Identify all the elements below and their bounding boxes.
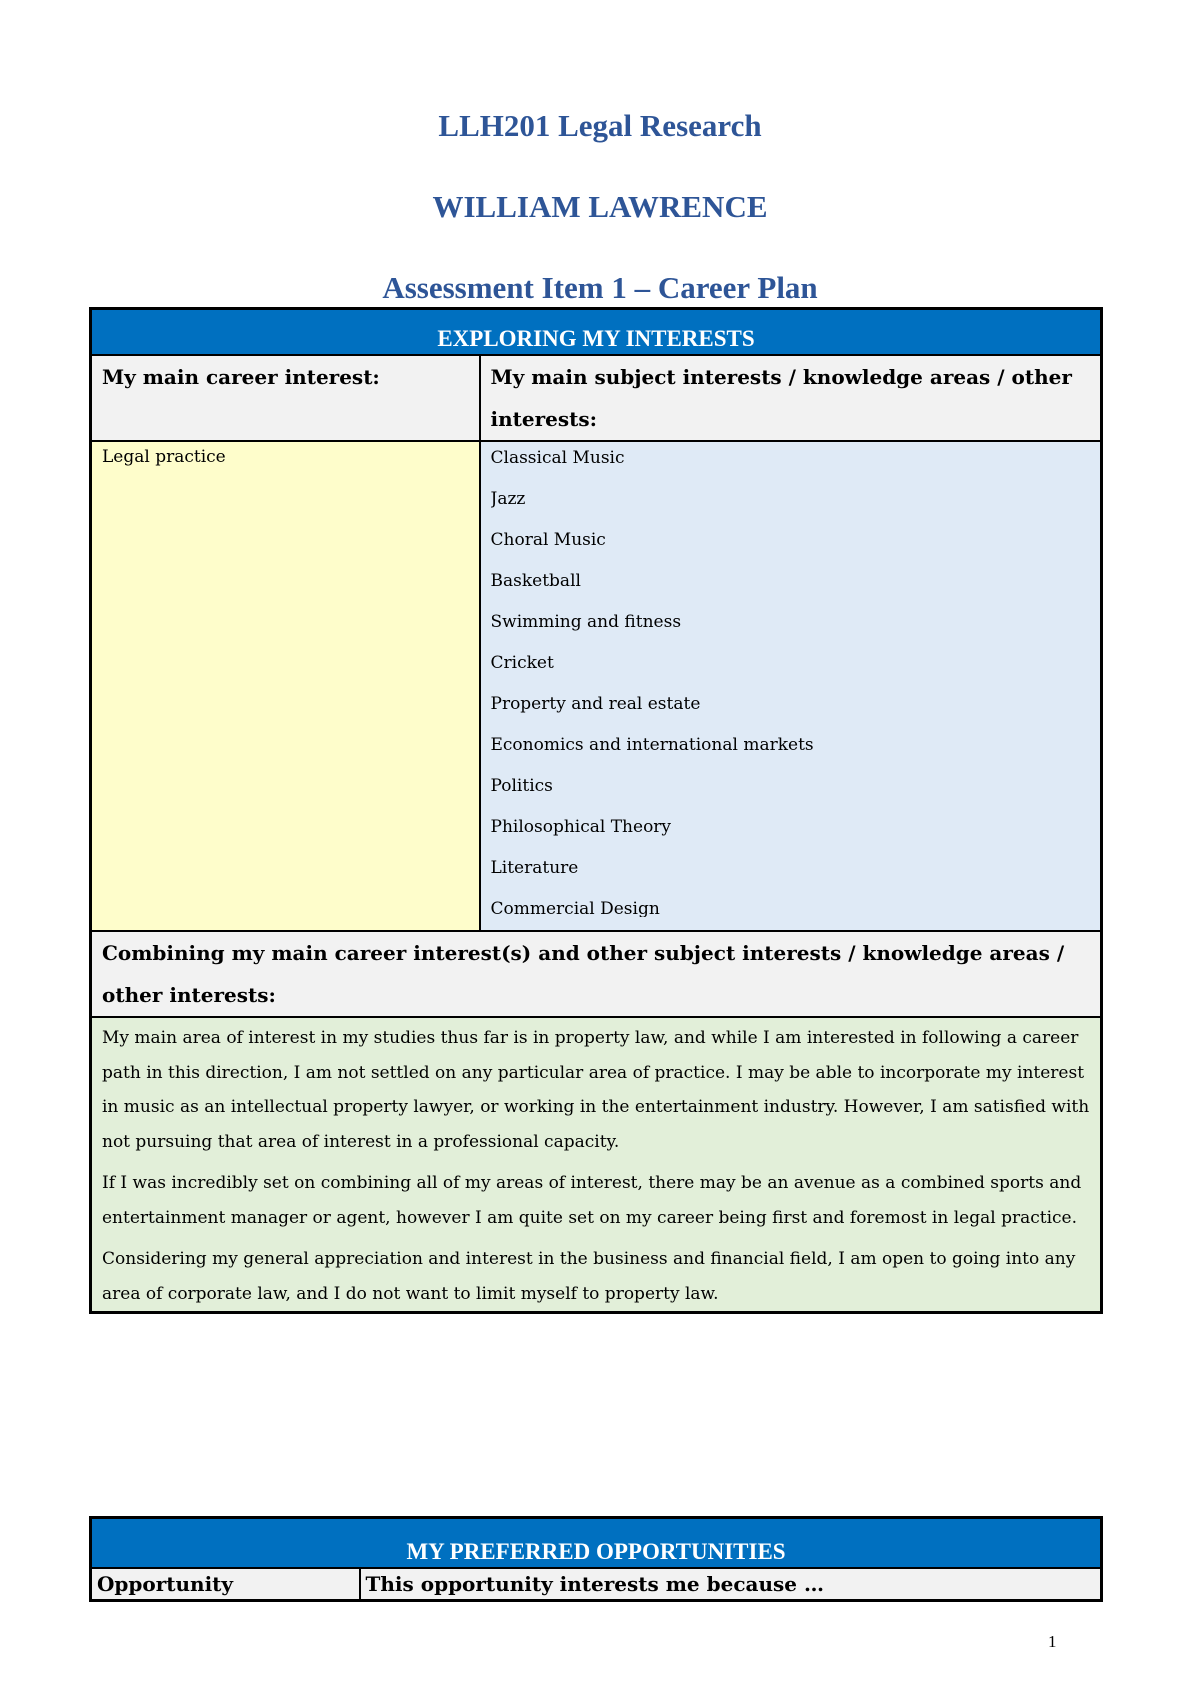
combining-paragraph: My main area of interest in my studies thus far is in property law, and while I am interested in following a career path in this direction, I am not settled on any particular area of practice. I may be able to incorporate my interest in music as an intellectual property lawyer, or working in the entertainment industry. However, I am satisfied with not pursuing that area of interest in a professional capacity. [102,1028,1090,1152]
list-item: Literature [490,858,579,878]
interests-table [89,307,1103,1314]
combining-interests-header: Combining my main career interest(s) and other subject interests / knowledge areas / other interests: [91,931,1102,1017]
combining-interests-cell[interactable] [91,1017,1102,1313]
subject-interests-cell[interactable] [480,441,1102,931]
list-item: Commercial Design [490,899,660,917]
course-title: LLH201 Legal Research [438,108,762,143]
opportunity-column-header: Opportunity [91,1568,360,1601]
list-item: Basketball [490,571,581,591]
list-item: Economics and international markets [490,735,814,755]
student-name: WILLIAM LAWRENCE [432,189,768,224]
list-item: Philosophical Theory [490,817,672,837]
combining-paragraph: Considering my general appreciation and interest in the business and financial field, I am open to going into any area of corporate law, and I do not want to limit myself to property law. [102,1249,1076,1304]
opportunities-banner [91,1518,1102,1569]
interests-banner-text: EXPLORING MY INTERESTS [437,326,755,351]
career-interest-cell[interactable] [91,441,480,931]
list-item: Swimming and fitness [490,612,682,632]
list-item: Choral Music [490,530,606,550]
career-interest-value: Legal practice [102,447,226,467]
opportunities-table [89,1516,1103,1602]
career-interest-header: My main career interest: [91,355,480,441]
interests-banner [91,309,1102,356]
combining-paragraph: If I was incredibly set on combining all of my areas of interest, there may be an avenue as a combined sports and entertainment manager or agent, however I am quite set on my career being first and foremost in legal practice. [102,1173,1082,1228]
assessment-title: Assessment Item 1 – Career Plan [382,270,818,305]
subject-interests-header: My main subject interests / knowledge areas / other interests: [480,355,1102,441]
list-item: Cricket [490,653,554,673]
list-item: Property and real estate [490,694,701,714]
subject-interests-list [491,447,1091,917]
list-item: Politics [490,776,553,796]
list-item: Classical Music [490,448,625,468]
page-number: 1 [1048,1632,1057,1651]
reason-column-header: This opportunity interests me because … [360,1568,1102,1601]
list-item: Jazz [490,489,526,509]
opportunities-banner-text: MY PREFERRED OPPORTUNITIES [406,1539,786,1564]
